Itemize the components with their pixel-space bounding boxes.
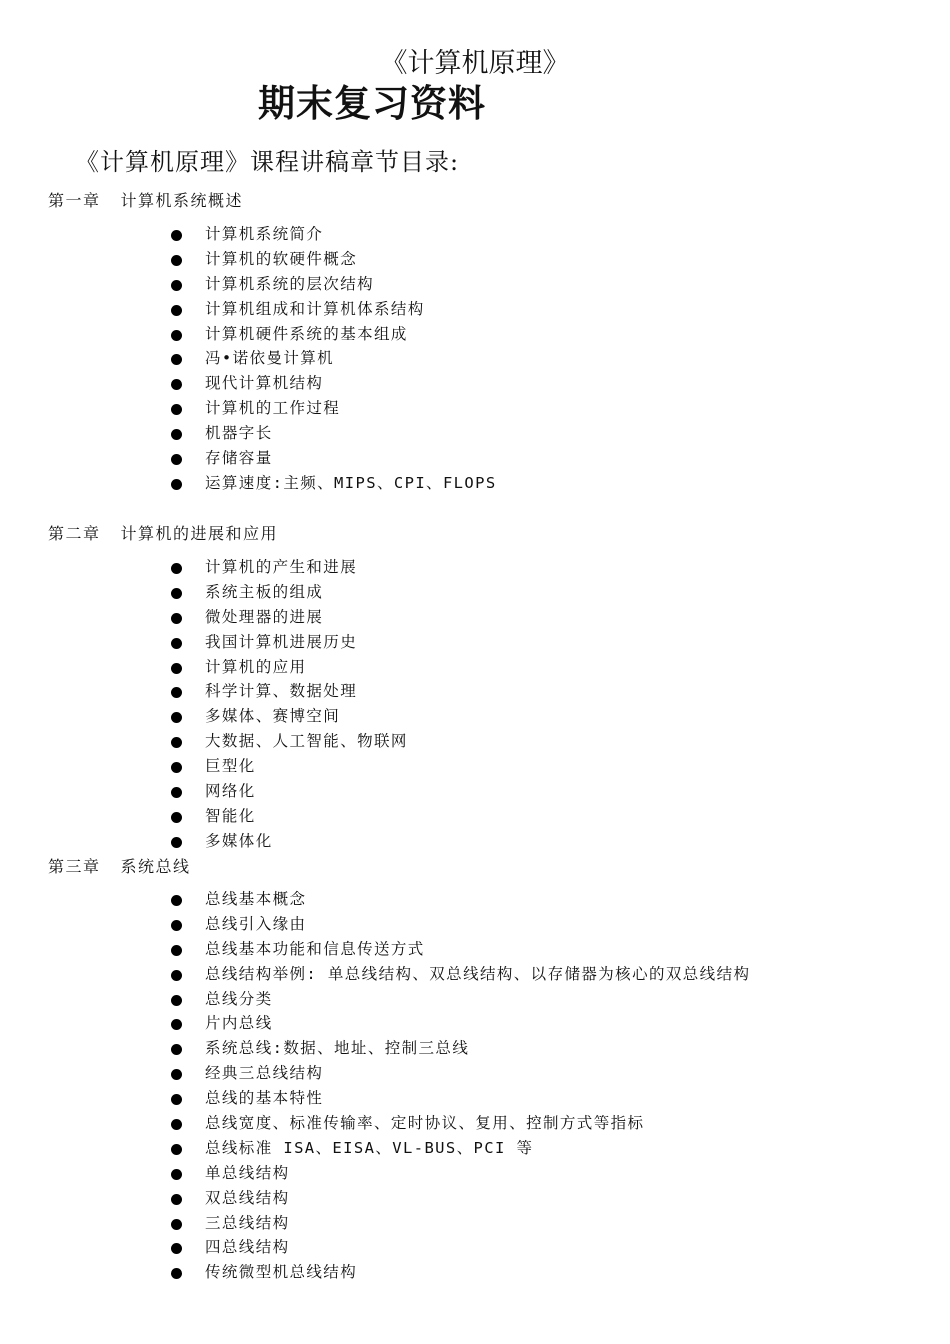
list-item xyxy=(0,962,750,987)
bullet-icon xyxy=(171,787,182,798)
list-item xyxy=(0,912,750,937)
list-item xyxy=(0,1235,750,1260)
list-item-text: 计算机的应用 xyxy=(205,657,307,676)
list-item-text: 经典三总线结构 xyxy=(205,1064,324,1083)
chapter-number: 第二章 xyxy=(48,524,101,543)
bullet-icon xyxy=(171,663,182,674)
list-item xyxy=(0,729,408,754)
bullet-icon xyxy=(171,1144,182,1155)
list-item xyxy=(0,1111,750,1136)
bullet-icon xyxy=(171,454,182,465)
list-item xyxy=(0,655,408,680)
list-item-text: 总线标准 ISA、EISA、VL-BUS、PCI 等 xyxy=(205,1138,534,1157)
bullet-icon xyxy=(171,404,182,415)
bullet-icon xyxy=(171,1219,182,1230)
list-item-text: 机器字长 xyxy=(205,424,273,443)
list-item-text: 单总线结构 xyxy=(205,1163,290,1182)
list-item xyxy=(0,371,497,396)
bullet-icon xyxy=(171,354,182,365)
bullet-icon xyxy=(171,379,182,390)
chapter-1-items xyxy=(0,222,497,496)
list-item xyxy=(0,605,408,630)
chapter-number: 第一章 xyxy=(48,191,101,210)
bullet-icon xyxy=(171,995,182,1006)
document-title: 期末复习资料 xyxy=(258,81,486,125)
list-item xyxy=(0,779,408,804)
chapter-1-title xyxy=(48,190,243,212)
list-item xyxy=(0,346,497,371)
bullet-icon xyxy=(171,1194,182,1205)
list-item xyxy=(0,1011,750,1036)
list-item-text: 大数据、人工智能、物联网 xyxy=(205,732,408,751)
chapter-2-items xyxy=(0,555,408,854)
list-item xyxy=(0,322,497,347)
bullet-icon xyxy=(171,970,182,981)
bullet-icon xyxy=(171,712,182,723)
bullet-icon xyxy=(171,837,182,848)
bullet-icon xyxy=(171,280,182,291)
list-item xyxy=(0,987,750,1012)
list-item xyxy=(0,1061,750,1086)
bullet-icon xyxy=(171,762,182,773)
chapter-name: 系统总线 xyxy=(120,857,191,876)
bullet-icon xyxy=(171,1119,182,1130)
bullet-icon xyxy=(171,895,182,906)
list-item xyxy=(0,829,408,854)
list-item xyxy=(0,471,497,496)
document-subtitle: 《计算机原理》 xyxy=(380,48,570,79)
list-item xyxy=(0,630,408,655)
bullet-icon xyxy=(171,945,182,956)
list-item-text: 运算速度:主频、MIPS、CPI、FLOPS xyxy=(205,473,497,492)
bullet-icon xyxy=(171,737,182,748)
list-item xyxy=(0,580,408,605)
list-item xyxy=(0,297,497,322)
list-item xyxy=(0,887,750,912)
list-item-text: 计算机的产生和进展 xyxy=(205,558,358,576)
list-item-text: 总线基本概念 xyxy=(205,890,307,908)
list-item xyxy=(0,679,408,704)
list-item xyxy=(0,396,497,421)
bullet-icon xyxy=(171,1268,182,1279)
list-item-text: 总线的基本特性 xyxy=(205,1089,324,1108)
bullet-icon xyxy=(171,588,182,599)
list-item-text: 微处理器的进展 xyxy=(205,607,324,626)
list-item-text: 计算机硬件系统的基本组成 xyxy=(205,324,408,343)
list-item xyxy=(0,272,497,297)
list-item xyxy=(0,247,497,272)
list-item-text: 智能化 xyxy=(205,806,256,825)
chapter-name: 计算机系统概述 xyxy=(120,191,244,210)
list-item xyxy=(0,1036,750,1061)
bullet-icon xyxy=(171,563,182,574)
list-item-text: 计算机系统简介 xyxy=(205,225,324,243)
bullet-icon xyxy=(171,638,182,649)
list-item xyxy=(0,1260,750,1285)
list-item xyxy=(0,1086,750,1111)
list-item xyxy=(0,1161,750,1186)
bullet-icon xyxy=(171,230,182,241)
list-item-text: 总线宽度、标准传输率、定时协议、复用、控制方式等指标 xyxy=(205,1114,645,1133)
bullet-icon xyxy=(171,613,182,624)
list-item xyxy=(0,222,497,247)
bullet-icon xyxy=(171,305,182,316)
list-item-text: 系统总线:数据、地址、控制三总线 xyxy=(205,1039,470,1058)
list-item xyxy=(0,1211,750,1236)
chapter-3-items xyxy=(0,887,750,1285)
list-item-text: 系统主板的组成 xyxy=(205,582,324,601)
list-item xyxy=(0,421,497,446)
list-item-text: 存储容量 xyxy=(205,449,273,468)
bullet-icon xyxy=(171,1069,182,1080)
list-item-text: 网络化 xyxy=(205,782,256,801)
list-item-text: 科学计算、数据处理 xyxy=(205,682,358,701)
list-item-text: 多媒体、赛博空间 xyxy=(205,707,341,726)
list-item-text: 多媒体化 xyxy=(205,831,273,850)
list-item-text: 四总线结构 xyxy=(205,1238,290,1257)
list-item-text: 我国计算机进展历史 xyxy=(205,632,358,651)
list-item xyxy=(0,446,497,471)
list-item-text: 计算机组成和计算机体系结构 xyxy=(205,299,425,318)
bullet-icon xyxy=(171,1019,182,1030)
list-item xyxy=(0,555,408,580)
bullet-icon xyxy=(171,1243,182,1254)
list-item-text: 双总线结构 xyxy=(205,1188,290,1207)
toc-heading: 《计算机原理》课程讲稿章节目录: xyxy=(75,148,460,176)
list-item-text: 现代计算机结构 xyxy=(205,374,324,393)
bullet-icon xyxy=(171,812,182,823)
bullet-icon xyxy=(171,330,182,341)
chapter-name: 计算机的进展和应用 xyxy=(120,524,279,543)
chapter-2-title xyxy=(48,523,278,545)
bullet-icon xyxy=(171,429,182,440)
bullet-icon xyxy=(171,1169,182,1180)
bullet-icon xyxy=(171,687,182,698)
list-item xyxy=(0,754,408,779)
list-item xyxy=(0,1186,750,1211)
list-item-text: 片内总线 xyxy=(205,1014,273,1033)
list-item xyxy=(0,1136,750,1161)
list-item-text: 总线结构举例: 单总线结构、双总线结构、以存储器为核心的双总线结构 xyxy=(205,964,751,983)
list-item-text: 冯•诺依曼计算机 xyxy=(205,349,335,368)
list-item-text: 总线基本功能和信息传送方式 xyxy=(205,939,425,958)
list-item-text: 三总线结构 xyxy=(205,1213,290,1232)
bullet-icon xyxy=(171,255,182,266)
list-item-text: 传统微型机总线结构 xyxy=(205,1263,358,1282)
list-item xyxy=(0,937,750,962)
list-item-text: 总线引入缘由 xyxy=(205,914,307,933)
list-item xyxy=(0,804,408,829)
list-item-text: 巨型化 xyxy=(205,757,256,776)
bullet-icon xyxy=(171,479,182,490)
list-item-text: 计算机的工作过程 xyxy=(205,399,341,418)
chapter-3-title xyxy=(48,856,191,878)
list-item xyxy=(0,704,408,729)
list-item-text: 计算机系统的层次结构 xyxy=(205,274,375,293)
list-item-text: 计算机的软硬件概念 xyxy=(205,249,358,268)
chapter-number: 第三章 xyxy=(48,857,101,876)
bullet-icon xyxy=(171,1094,182,1105)
bullet-icon xyxy=(171,1044,182,1055)
list-item-text: 总线分类 xyxy=(205,989,273,1008)
bullet-icon xyxy=(171,920,182,931)
